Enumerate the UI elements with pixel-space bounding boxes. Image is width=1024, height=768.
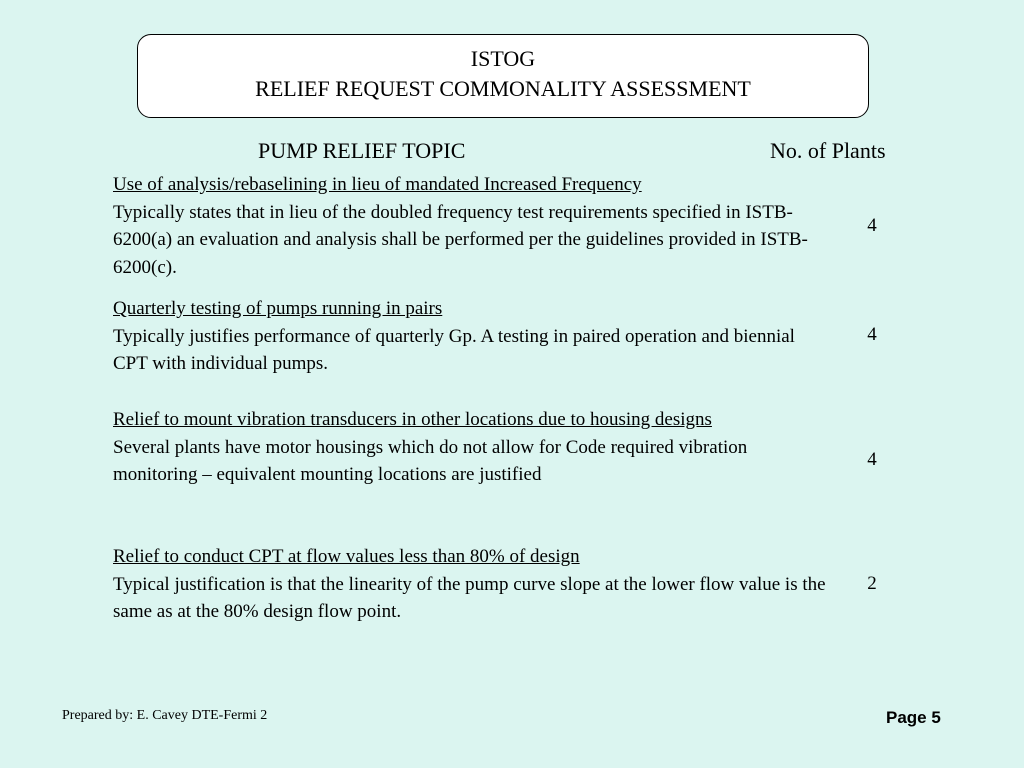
relief-item-3 <box>113 406 833 489</box>
plant-count-4: 2 <box>867 573 877 594</box>
plant-count-1: 4 <box>867 215 877 236</box>
relief-item-body: Typically justifies performance of quarterly Gp. A testing in paired operation and biennial CPT with individual pumps. <box>113 325 795 374</box>
prepared-by: Prepared by: E. Cavey DTE-Fermi 2 <box>62 708 268 723</box>
relief-item-body: Typical justification is that the linearity of the pump curve slope at the lower flow value is the same as at the 80% design flow point. <box>113 573 826 622</box>
column-header-topic: PUMP RELIEF TOPIC <box>258 138 466 163</box>
relief-item-title: Relief to conduct CPT at flow values less than 80% of design <box>113 546 580 567</box>
title-line-1: ISTOG <box>470 46 536 71</box>
plant-count-2: 4 <box>867 324 877 345</box>
relief-item-body: Typically states that in lieu of the doubled frequency test requirements specified in ISTB-6200(a) an evaluation and analysis shall be performed per the guidelines provided in ISTB-6200(c). <box>113 201 808 278</box>
relief-item-2 <box>113 295 833 378</box>
relief-item-body: Several plants have motor housings which do not allow for Code required vibration monitoring – equivalent mounting locations are justified <box>113 436 748 485</box>
relief-item-4 <box>113 543 833 626</box>
title-line-2: RELIEF REQUEST COMMONALITY ASSESSMENT <box>255 76 751 101</box>
column-header-plants: No. of Plants <box>770 138 886 163</box>
relief-item-title: Use of analysis/rebaselining in lieu of mandated Increased Frequency <box>113 174 642 195</box>
relief-item-1 <box>113 171 833 281</box>
title-box <box>137 34 869 118</box>
page-number: Page 5 <box>886 708 941 727</box>
plant-count-3: 4 <box>867 449 877 470</box>
relief-item-title: Quarterly testing of pumps running in pairs <box>113 298 443 319</box>
relief-item-title: Relief to mount vibration transducers in other locations due to housing designs <box>113 409 712 430</box>
